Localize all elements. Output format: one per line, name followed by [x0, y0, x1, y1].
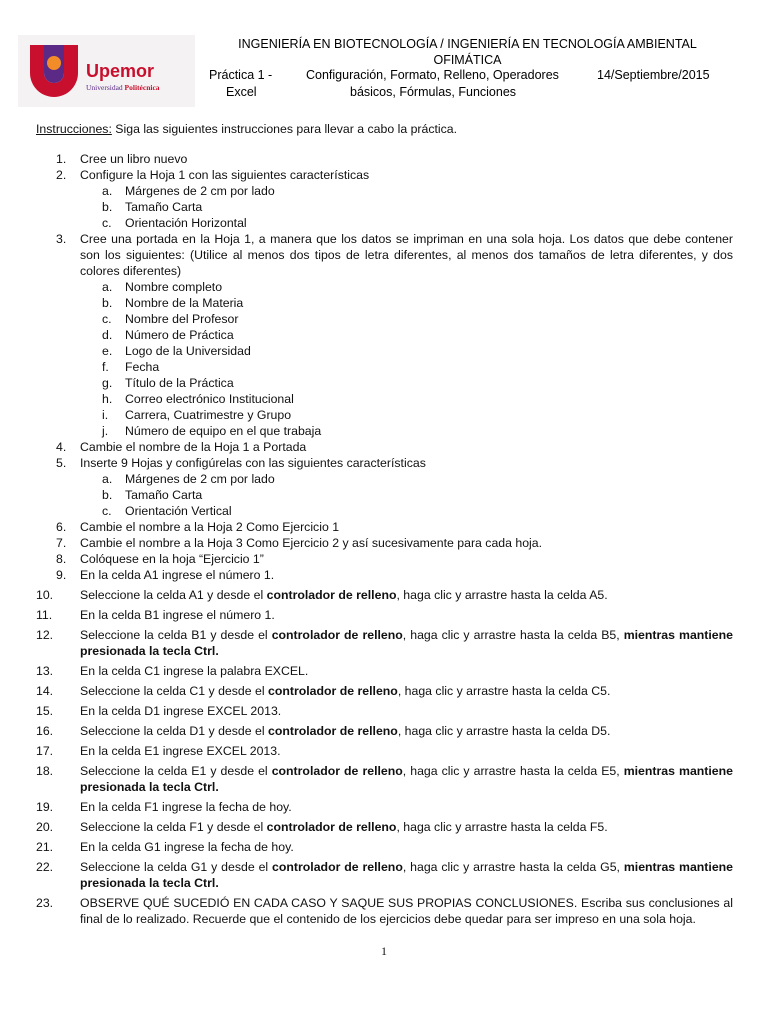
list-item-number: 5. [56, 456, 67, 470]
instructions [36, 121, 733, 137]
list-item [36, 607, 733, 623]
list-item-text [80, 683, 733, 699]
list-item-number: 14. [36, 684, 54, 698]
sub-list-item-text: Orientación Horizontal [125, 216, 247, 230]
sub-list-item [36, 327, 733, 343]
sub-list-item-text: Número de equipo en el que trabaja [125, 424, 322, 438]
header-practice-app: Excel [226, 85, 257, 99]
svg-text:Universidad Politécnica [86, 83, 160, 92]
list-item-text [80, 663, 733, 679]
list-item-number: 22. [36, 860, 54, 874]
list-item-text: Cree una portada en la Hoja 1, a manera que los datos se impriman en una sola hoja. Los datos que debe contener son los siguientes: (Utilice al menos dos tipos de letra diferentes, al menos dos tamaños de letra diferentes, y dos colores diferentes) [80, 232, 733, 278]
list-item-text-part: Seleccione la celda F1 y desde el [80, 820, 267, 834]
list-item [36, 627, 733, 659]
list-item-text-part: , haga clic y arrastre hasta la celda E5, [402, 764, 624, 778]
instructions-text: Siga las siguientes instrucciones para llevar a cabo la práctica. [111, 122, 458, 136]
sub-list-item-text: Márgenes de 2 cm por lado [125, 472, 275, 486]
sub-list-item [36, 343, 733, 359]
list-item-text-part: Seleccione la celda A1 y desde el [80, 588, 267, 602]
list-item-text-part: , haga clic y arrastre hasta la celda B5, [402, 628, 624, 642]
list-item [36, 895, 733, 927]
list-item-text [80, 799, 733, 815]
list-item [36, 723, 733, 739]
list-item-number: 9. [56, 568, 67, 582]
list-item [36, 455, 733, 471]
sub-list-item-letter: d. [102, 328, 113, 342]
list-item-number: 10. [36, 588, 54, 602]
list-item-number: 3. [56, 232, 67, 246]
list-item [36, 799, 733, 815]
header-date: 14/Septiembre/2015 [597, 68, 710, 82]
sub-list-item [36, 407, 733, 423]
list-item [36, 519, 733, 535]
instruction-list [36, 151, 733, 927]
list-item [36, 567, 733, 583]
list-item-text: Cambie el nombre a la Hoja 3 Como Ejercicio 2 y así sucesivamente para cada hoja. [80, 536, 543, 550]
sub-list-item [36, 199, 733, 215]
sub-list-item-letter: b. [102, 488, 113, 502]
list-item-text: Cree un libro nuevo [80, 152, 188, 166]
list-item-text-part: En la celda C1 ingrese la palabra EXCEL. [80, 664, 309, 678]
sub-list-item-text: Tamaño Carta [125, 488, 203, 502]
sub-list-item-text: Fecha [125, 360, 160, 374]
list-item-number: 19. [36, 800, 54, 814]
list-item-number: 17. [36, 744, 54, 758]
sub-list-item [36, 391, 733, 407]
list-item-text [80, 839, 733, 855]
list-item-number: 8. [56, 552, 67, 566]
list-item-number: 18. [36, 764, 54, 778]
sub-list-item [36, 375, 733, 391]
emphasis-text: controlador de relleno [272, 860, 403, 874]
instructions-label: Instrucciones: [36, 122, 112, 136]
sub-list-item-text: Márgenes de 2 cm por lado [125, 184, 275, 198]
list-item [36, 743, 733, 759]
list-item-text: Cambie el nombre a la Hoja 2 Como Ejercicio 1 [80, 520, 340, 534]
sub-list-item-text: Orientación Vertical [125, 504, 232, 518]
list-item-text-part: Seleccione la celda E1 y desde el [80, 764, 272, 778]
list-item [36, 151, 733, 167]
sub-list-item [36, 279, 733, 295]
list-item [36, 839, 733, 855]
sub-list-item-letter: h. [102, 392, 113, 406]
list-item [36, 683, 733, 699]
list-item-number: 2. [56, 168, 67, 182]
sub-list-item [36, 183, 733, 199]
sub-list-item-letter: c. [102, 216, 112, 230]
sub-list-item-text: Tamaño Carta [125, 200, 203, 214]
page-number: 1 [381, 944, 387, 958]
document-body [36, 121, 733, 927]
sub-list-item-letter: b. [102, 296, 113, 310]
sub-list-item [36, 295, 733, 311]
sub-list-item-text: Nombre del Profesor [125, 312, 239, 326]
emphasis-text: controlador de relleno [271, 628, 403, 642]
list-item-number: 21. [36, 840, 54, 854]
emphasis-text: controlador de relleno [267, 724, 398, 738]
list-item-number: 6. [56, 520, 67, 534]
sub-list-item-letter: j. [102, 424, 109, 438]
header-title-line1: Configuración, Formato, Relleno, Operadores [306, 68, 559, 82]
sub-list-item-letter: i. [102, 408, 109, 422]
list-item-text [80, 763, 733, 795]
list-item-number: 16. [36, 724, 54, 738]
list-item-text-part: , haga clic y arrastre hasta la celda A5. [396, 588, 608, 602]
list-item [36, 535, 733, 551]
list-item-text-part: , haga clic y arrastre hasta la celda D5. [397, 724, 611, 738]
logo-subtitle-plain: Universidad [86, 83, 125, 92]
list-item-text-part: , haga clic y arrastre hasta la celda F5. [396, 820, 608, 834]
sub-list-item-letter: a. [102, 472, 113, 486]
list-item-text: Inserte 9 Hojas y configúrelas con las siguientes características [80, 456, 426, 470]
list-item-text [80, 607, 733, 623]
list-item-text-part: Seleccione la celda D1 y desde el [80, 724, 268, 738]
list-item-text [80, 895, 733, 927]
list-item-text: En la celda A1 ingrese el número 1. [80, 568, 275, 582]
list-item-number: 11. [36, 608, 53, 622]
list-item-text-part: En la celda E1 ingrese EXCEL 2013. [80, 744, 281, 758]
list-item-text [80, 627, 733, 659]
emphasis-text: controlador de relleno [271, 764, 403, 778]
emphasis-text: controlador de relleno [267, 684, 398, 698]
sub-list-item-letter: a. [102, 280, 113, 294]
sub-list-item-text: Título de la Práctica [125, 376, 234, 390]
sub-list-item-letter: a. [102, 184, 113, 198]
list-item-text [80, 859, 733, 891]
logo-name: Upemor [86, 61, 155, 81]
sub-list-item-text: Logo de la Universidad [125, 344, 251, 358]
list-item-text [80, 703, 733, 719]
list-item [36, 587, 733, 603]
sub-list-item [36, 503, 733, 519]
list-item-text-part: En la celda B1 ingrese el número 1. [80, 608, 275, 622]
logo-subtitle-accent: Politécnica [124, 83, 160, 92]
list-item-text [80, 743, 733, 759]
header-subject: OFIMÁTICA [433, 53, 502, 67]
sub-list-item [36, 471, 733, 487]
sub-list-item-text: Correo electrónico Institucional [125, 392, 294, 406]
list-item-number: 23. [36, 896, 54, 910]
sub-list-item-letter: c. [102, 312, 112, 326]
sub-list-item-text: Nombre completo [125, 280, 223, 294]
sub-list-item-letter: g. [102, 376, 113, 390]
list-item-text [80, 723, 733, 739]
sub-list-item-letter: c. [102, 504, 112, 518]
list-item-number: 15. [36, 704, 54, 718]
emphasis-text: controlador de relleno [266, 820, 397, 834]
list-item-text-part: En la celda D1 ingrese EXCEL 2013. [80, 704, 282, 718]
sub-list-item-text: Nombre de la Materia [125, 296, 244, 310]
sub-list-item [36, 487, 733, 503]
list-item [36, 663, 733, 679]
header-title-line2: básicos, Fórmulas, Funciones [350, 85, 517, 99]
header-program: INGENIERÍA EN BIOTECNOLOGÍA / INGENIERÍA EN TECNOLOGÍA AMBIENTAL [238, 37, 697, 51]
list-item-text: Cambie el nombre de la Hoja 1 a Portada [80, 440, 307, 454]
sub-list-item [36, 215, 733, 231]
list-item-number: 7. [56, 536, 67, 550]
list-item-text: Configure la Hoja 1 con las siguientes características [80, 168, 370, 182]
list-item-text-part: Seleccione la celda C1 y desde el [80, 684, 268, 698]
sub-list-item [36, 359, 733, 375]
sub-list-item-text: Carrera, Cuatrimestre y Grupo [125, 408, 292, 422]
sub-list-item [36, 423, 733, 439]
emphasis-text: controlador de relleno [266, 588, 397, 602]
emphasis-text: mientras mantiene presionada la tecla Ctrl. [80, 628, 733, 658]
list-item-text-part: En la celda G1 ingrese la fecha de hoy. [80, 840, 294, 854]
list-item-number: 1. [56, 152, 67, 166]
list-item-number: 13. [36, 664, 54, 678]
sub-list-item-letter: e. [102, 344, 113, 358]
list-item [36, 859, 733, 891]
list-item-number: 20. [36, 820, 54, 834]
sub-list-item [36, 311, 733, 327]
emphasis-text: mientras mantiene presionada la tecla Ctrl. [80, 860, 734, 890]
list-item [36, 439, 733, 455]
sub-list-item-text: Número de Práctica [125, 328, 234, 342]
list-item [36, 167, 733, 183]
header-practice-number: Práctica 1 - [209, 68, 273, 82]
list-item [36, 231, 733, 279]
list-item-text-part: , haga clic y arrastre hasta la celda G5, [402, 860, 624, 874]
list-item-text-part: Seleccione la celda G1 y desde el [80, 860, 273, 874]
list-item [36, 703, 733, 719]
emphasis-text: mientras mantiene presionada la tecla Ctrl. [80, 764, 733, 794]
list-item-number: 12. [36, 628, 54, 642]
sub-list-item-letter: b. [102, 200, 113, 214]
list-item-text-part: , haga clic y arrastre hasta la celda C5. [397, 684, 611, 698]
list-item-text-part: Seleccione la celda B1 y desde el [80, 628, 272, 642]
list-item-number: 4. [56, 440, 67, 454]
list-item-text [80, 819, 733, 835]
list-item [36, 763, 733, 795]
list-item-text: Colóquese en la hoja “Ejercicio 1” [80, 552, 264, 566]
list-item [36, 551, 733, 567]
list-item-text-part: OBSERVE QUÉ SUCEDIÓ EN CADA CASO Y SAQUE SUS PROPIAS CONCLUSIONES. Escriba sus conclusiones al final de lo realizado. Recuerde que el contenido de los ejercicios debe quedar para ser impreso en una sola hoja. [80, 896, 733, 926]
list-item-text [80, 587, 733, 603]
list-item-text-part: En la celda F1 ingrese la fecha de hoy. [80, 800, 292, 814]
list-item [36, 819, 733, 835]
sub-list-item-letter: f. [102, 360, 109, 374]
